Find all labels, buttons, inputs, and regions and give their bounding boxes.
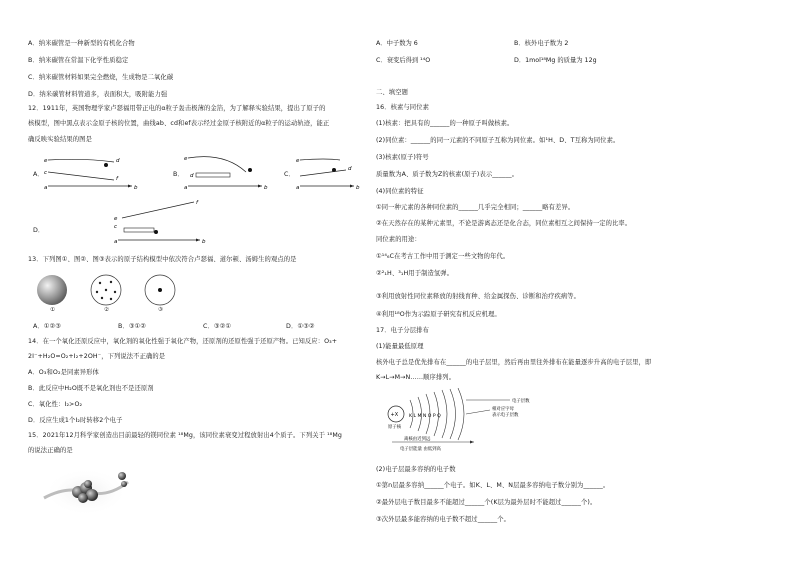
q13-option-c: C．③②① (203, 323, 232, 330)
q15-option-c: C．衰变后得到 ¹⁴O (376, 57, 431, 64)
svg-text:电子层能量 由低到高: 电子层能量 由低到高 (400, 447, 441, 452)
nucleus-dot (104, 163, 108, 167)
q12-label-d: D． (33, 227, 45, 234)
q17-line-5: ①第n层最多容纳______个电子。如K、L、M、N层最多容纳电子数分别为______。 (376, 482, 610, 489)
q14-line-2: 2I⁻+H₂O=O₂+I₂+2OH⁻，下列说法不正确的是 (28, 353, 166, 360)
q16-line-4: 质量数为A、质子数为Z的核素(原子)表示______。 (376, 171, 519, 178)
q12-line-1: 12．1911年，英国物理学家卢瑟福用带正电的α粒子轰击极薄的金箔，为了解释实验结果，提出了原子的 (28, 105, 326, 112)
section-title: 二、填空题 (376, 89, 408, 96)
electron-shell-diagram (382, 388, 552, 458)
q11-option-c: C．纳米碳管材料如果完全燃烧，生成物是二氧化碳 (28, 74, 174, 81)
svg-text:e: e (44, 158, 48, 164)
nucleus-dot (154, 230, 158, 234)
svg-text:a: a (296, 185, 300, 191)
q15-line-2: 的说法正确的是 (28, 447, 73, 454)
svg-text:b: b (264, 185, 268, 191)
q13-option-d: D．①③② (286, 323, 315, 330)
q17-line-2: 核外电子总是优先排布在______的电子层里，然后再由里往外排布在能量逐步升高的电子层里，即 (376, 359, 652, 366)
svg-text:e: e (184, 156, 188, 162)
q17-title: 17．电子分层排布 (376, 327, 429, 334)
q15-option-a: A．中子数为 6 (376, 40, 418, 47)
svg-text:K L M N O P Q: K L M N O P Q (409, 414, 441, 419)
q15-option-d: D．1mol¹⁸Mg 的质量为 12g (514, 57, 597, 64)
svg-text:d: d (116, 158, 120, 164)
svg-text:a: a (184, 185, 188, 191)
nucleus-dot (248, 168, 252, 172)
q14-option-a: A．O₃和O₂是同素异形体 (28, 369, 99, 376)
q11-option-d: D．纳米碳管材料管道多，表面积大，吸附能力强 (28, 91, 168, 98)
q17-line-3: K→L→M→N……顺序排列。 (376, 374, 456, 381)
svg-text:+X: +X (390, 412, 399, 418)
q15-line-1: 15．2021年12月科学家创造出目前最轻的镁同位素 ¹⁸Mg，该同位素衰变过程放射出4个质子。下列关于 ¹⁸Mg (28, 432, 342, 439)
q16-line-1: (1)核素：把具有的______的一种原子叫做核素。 (376, 120, 514, 127)
svg-text:e: e (114, 216, 118, 222)
q17-line-1: (1)能量最低原理 (376, 343, 424, 350)
q16-line-5: (4)同位素的特征 (376, 188, 424, 195)
q14-option-d: D．反应生成1个I₂时转移2个电子 (28, 417, 123, 424)
q16-line-12: ④利用¹⁸O作为示踪原子研究有机反应机理。 (376, 311, 501, 318)
q12-diagram-a (44, 150, 144, 198)
svg-text:c: c (44, 170, 48, 176)
q16-title: 16．核素与同位素 (376, 104, 429, 111)
svg-text:f: f (116, 176, 118, 182)
svg-text:电子层数: 电子层数 (512, 399, 530, 404)
svg-text:d: d (348, 166, 352, 172)
q13-option-b: B．③①② (118, 323, 147, 330)
svg-text:a: a (44, 185, 48, 191)
q12-label-c: C． (284, 171, 295, 178)
q12-diagram-d (108, 198, 208, 248)
q15-option-b: B．核外电子数为 2 (514, 40, 569, 47)
q12-line-3: 确反映实验结果的图是 (28, 136, 92, 143)
svg-text:f: f (196, 200, 198, 206)
svg-text:c: c (114, 224, 118, 230)
q16-line-3: (3)核素(原子)符号 (376, 154, 429, 161)
q12-label-a: A． (33, 171, 44, 178)
q16-line-2: (2)同位素：______的同一元素的不同原子互称为同位素。如¹H、D、T互称为同位素。 (376, 137, 620, 144)
q14-option-c: C．氧化性：I₂>O₂ (28, 401, 83, 408)
q11-option-a: A．纳米碳管是一种新型的有机化合物 (28, 40, 135, 47)
svg-text:离核由近到远: 离核由近到远 (404, 437, 431, 442)
svg-text:原子核: 原子核 (388, 425, 402, 430)
svg-text:e: e (296, 158, 300, 164)
solid-sphere-model (37, 275, 67, 305)
q14-option-b: B．此反应中H₂O既不是氧化剂也不是还原剂 (28, 385, 154, 392)
q13-option-a: A．①②③ (33, 323, 62, 330)
q16-line-9: ①¹⁴₆C在考古工作中用于测定一些文物的年代。 (376, 253, 510, 260)
q17-line-4: (2)电子层最多容纳的电子数 (376, 466, 456, 473)
q13-line: 13．下列图①、图②、图③表示的原子结构模型中依次符合卢瑟福、道尔顿、汤姆生的观点的是 (28, 256, 297, 263)
q12-diagram-b (184, 150, 274, 198)
svg-text:b: b (134, 185, 138, 191)
q12-label-b: B． (173, 171, 184, 178)
q12-diagram-c (296, 150, 366, 198)
q14-line-1: 14．在一个氧化还原反应中，氧化剂的氧化性强于氧化产物，还原剂的还原性强于还原产物。已知反应：O₃+ (28, 338, 338, 345)
svg-text:相对应字母: 相对应字母 (492, 407, 514, 412)
q11-option-b: B．纳米碳管在常温下化学性质稳定 (28, 57, 129, 64)
q12-line-2: 核模型，图中黑点表示金原子核的位置，曲线ab、cd和ef表示经过金原子核附近的α粒子的运动轨迹，能正 (28, 120, 330, 127)
q16-line-6: ①同一种元素的各种同位素的______几乎完全相同；______略有差异。 (376, 204, 575, 211)
svg-text:b: b (202, 239, 206, 245)
magnesium-atom-illustration (36, 460, 136, 520)
svg-text:b: b (356, 185, 360, 191)
svg-text:d: d (190, 173, 194, 179)
q16-line-8: 同位素的用途： (376, 236, 421, 243)
q16-line-10: ②²₁H、³₁H用于制造氢弹。 (376, 270, 454, 277)
q16-line-11: ③利用放射性同位素释放的射线育种、给金属探伤、诊断和治疗疾病等。 (376, 293, 581, 300)
q16-line-7: ②在天然存在的某种元素里，不论是游离态还是化合态，同位素相互之间保持一定的比率。 (376, 220, 632, 227)
svg-text:表示电子层数: 表示电子层数 (492, 413, 519, 418)
q17-line-7: ③次外层最多能容纳的电子数不超过______个。 (376, 516, 510, 523)
svg-text:a: a (114, 239, 118, 245)
q17-line-6: ②最外层电子数目最多不能超过______个(K层为最外层时不能超过______个)。 (376, 499, 597, 506)
